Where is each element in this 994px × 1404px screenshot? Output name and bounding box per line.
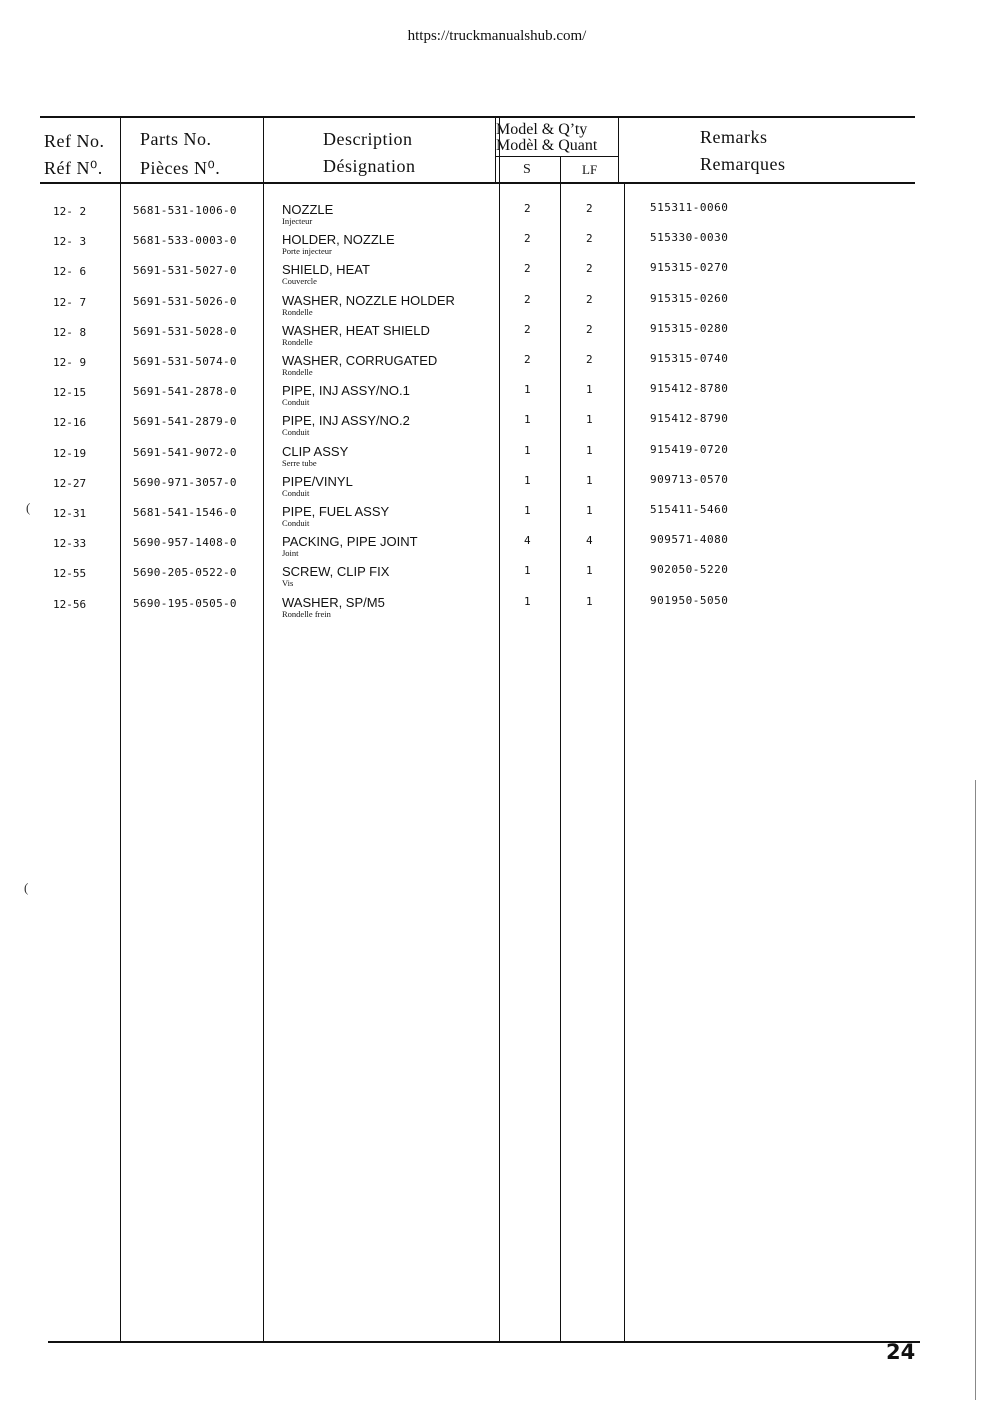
row-qty-lf: 1	[586, 474, 593, 487]
row-qty-s: 4	[524, 534, 531, 547]
row-remark: 915412-8780	[650, 382, 729, 395]
source-url: https://truckmanualshub.com/	[407, 28, 587, 44]
row-ref-no: 12- 3	[53, 235, 87, 248]
model-sub-rule	[495, 156, 619, 157]
row-qty-lf: 1	[586, 413, 593, 426]
row-remark: 515311-0060	[650, 201, 729, 214]
row-description	[282, 353, 437, 377]
row-description	[282, 262, 370, 286]
col-divider-parts	[263, 118, 264, 1342]
row-qty-lf: 2	[586, 262, 593, 275]
header-model-fr: Modèl & Quant	[496, 137, 598, 154]
row-part-no: 5681-533-0003-0	[133, 234, 237, 247]
row-part-no: 5690-205-0522-0	[133, 566, 237, 579]
row-remark: 915315-0280	[650, 322, 729, 335]
row-part-no: 5690-957-1408-0	[133, 536, 237, 549]
row-description	[282, 413, 410, 437]
row-qty-lf: 1	[586, 444, 593, 457]
row-qty-s: 2	[524, 202, 531, 215]
row-qty-s: 1	[524, 474, 531, 487]
row-qty-s: 2	[524, 323, 531, 336]
row-remark: 915315-0260	[650, 292, 729, 305]
row-ref-no: 12- 8	[53, 326, 87, 339]
row-remark: 909571-4080	[650, 533, 729, 546]
col-divider-s-lf	[560, 156, 561, 1342]
description-en: WASHER, HEAT SHIELD	[282, 323, 430, 338]
col-divider-desc	[499, 118, 500, 1342]
description-fr: Vis	[282, 578, 294, 588]
header-model-en: Model & Q’ty	[496, 121, 588, 138]
row-description	[282, 232, 395, 256]
row-part-no: 5681-531-1006-0	[133, 204, 237, 217]
row-part-no: 5691-531-5028-0	[133, 325, 237, 338]
scan-mark: (	[26, 500, 31, 515]
row-ref-no: 12-33	[53, 537, 87, 550]
row-ref-no: 12-55	[53, 567, 87, 580]
row-qty-lf: 4	[586, 534, 593, 547]
row-description	[282, 595, 385, 619]
description-en: PIPE/VINYL	[282, 474, 353, 489]
row-remark: 909713-0570	[650, 473, 729, 486]
header-col-lf: LF	[582, 162, 598, 177]
row-qty-s: 1	[524, 444, 531, 457]
row-qty-lf: 2	[586, 323, 593, 336]
row-remark: 915315-0740	[650, 352, 729, 365]
row-ref-no: 12-56	[53, 598, 87, 611]
row-ref-no: 12- 2	[53, 205, 87, 218]
description-fr: Injecteur	[282, 216, 313, 226]
description-en: CLIP ASSY	[282, 444, 349, 459]
row-part-no: 5681-541-1546-0	[133, 506, 237, 519]
description-en: HOLDER, NOZZLE	[282, 232, 395, 247]
header-col-s: S	[523, 162, 531, 177]
header-remarks-fr: Remarques	[700, 154, 786, 174]
description-en: NOZZLE	[282, 202, 334, 217]
description-fr: Conduit	[282, 488, 310, 498]
row-ref-no: 12-16	[53, 416, 87, 429]
row-qty-lf: 2	[586, 293, 593, 306]
row-remark: 515330-0030	[650, 231, 729, 244]
header-parts-fr: Pièces N⁰.	[140, 158, 221, 178]
row-ref-no: 12-15	[53, 386, 87, 399]
row-qty-lf: 1	[586, 504, 593, 517]
row-description	[282, 323, 430, 347]
description-fr: Couvercle	[282, 276, 317, 286]
description-fr: Rondelle frein	[282, 609, 331, 619]
page-edge-line	[975, 780, 976, 1400]
row-description	[282, 474, 353, 498]
col-divider-ref	[120, 118, 121, 1342]
row-part-no: 5690-195-0505-0	[133, 597, 237, 610]
description-fr: Conduit	[282, 427, 310, 437]
header-parts-en: Parts No.	[140, 129, 212, 149]
row-remark: 915315-0270	[650, 261, 729, 274]
header-ref-fr: Réf N⁰.	[44, 158, 103, 178]
row-qty-s: 2	[524, 232, 531, 245]
row-qty-s: 1	[524, 595, 531, 608]
header-ref-en: Ref No.	[44, 131, 105, 151]
row-qty-s: 2	[524, 293, 531, 306]
row-qty-s: 2	[524, 353, 531, 366]
row-qty-lf: 2	[586, 353, 593, 366]
col-divider-model-right	[618, 118, 619, 184]
col-divider-remarks	[624, 184, 625, 1342]
row-ref-no: 12-27	[53, 477, 87, 490]
description-fr: Conduit	[282, 518, 310, 528]
row-qty-s: 1	[524, 413, 531, 426]
row-part-no: 5691-541-2878-0	[133, 385, 237, 398]
header-bottom-rule	[40, 182, 915, 184]
row-qty-lf: 1	[586, 595, 593, 608]
header-desc-en: Description	[323, 129, 413, 149]
row-description	[282, 504, 389, 528]
table-top-rule	[40, 116, 915, 118]
page-number: 24	[886, 1340, 916, 1364]
row-description	[282, 293, 455, 317]
row-qty-lf: 2	[586, 232, 593, 245]
row-part-no: 5690-971-3057-0	[133, 476, 237, 489]
row-remark: 915419-0720	[650, 443, 729, 456]
row-qty-lf: 1	[586, 383, 593, 396]
description-fr: Serre tube	[282, 458, 317, 468]
row-ref-no: 12-19	[53, 447, 87, 460]
description-en: PACKING, PIPE JOINT	[282, 534, 418, 549]
row-qty-lf: 2	[586, 202, 593, 215]
description-en: PIPE, INJ ASSY/NO.1	[282, 383, 410, 398]
row-qty-lf: 1	[586, 564, 593, 577]
row-description	[282, 383, 410, 407]
description-en: SHIELD, HEAT	[282, 262, 370, 277]
row-remark: 902050-5220	[650, 563, 729, 576]
description-fr: Rondelle	[282, 337, 313, 347]
row-part-no: 5691-531-5026-0	[133, 295, 237, 308]
description-fr: Rondelle	[282, 307, 313, 317]
description-fr: Porte injecteur	[282, 246, 332, 256]
header-remarks-en: Remarks	[700, 127, 768, 147]
description-en: WASHER, SP/M5	[282, 595, 385, 610]
row-remark: 915412-8790	[650, 412, 729, 425]
row-description	[282, 534, 418, 558]
row-ref-no: 12- 7	[53, 296, 87, 309]
row-part-no: 5691-541-9072-0	[133, 446, 237, 459]
row-ref-no: 12- 6	[53, 265, 87, 278]
row-qty-s: 2	[524, 262, 531, 275]
row-remark: 515411-5460	[650, 503, 729, 516]
row-qty-s: 1	[524, 504, 531, 517]
description-en: WASHER, NOZZLE HOLDER	[282, 293, 455, 308]
row-description	[282, 444, 348, 468]
row-part-no: 5691-531-5074-0	[133, 355, 237, 368]
row-part-no: 5691-541-2879-0	[133, 415, 237, 428]
description-en: PIPE, FUEL ASSY	[282, 504, 390, 519]
table-bottom-rule	[48, 1341, 920, 1343]
row-qty-s: 1	[524, 564, 531, 577]
row-description	[282, 202, 333, 226]
description-en: WASHER, CORRUGATED	[282, 353, 438, 368]
description-en: SCREW, CLIP FIX	[282, 564, 390, 579]
header-desc-fr: Désignation	[323, 156, 416, 176]
row-ref-no: 12- 9	[53, 356, 87, 369]
description-fr: Conduit	[282, 397, 310, 407]
description-fr: Rondelle	[282, 367, 313, 377]
row-ref-no: 12-31	[53, 507, 87, 520]
row-part-no: 5691-531-5027-0	[133, 264, 237, 277]
description-fr: Joint	[282, 548, 299, 558]
scan-mark: (	[24, 880, 29, 895]
row-description	[282, 564, 389, 588]
description-en: PIPE, INJ ASSY/NO.2	[282, 413, 410, 428]
row-qty-s: 1	[524, 383, 531, 396]
row-remark: 901950-5050	[650, 594, 729, 607]
